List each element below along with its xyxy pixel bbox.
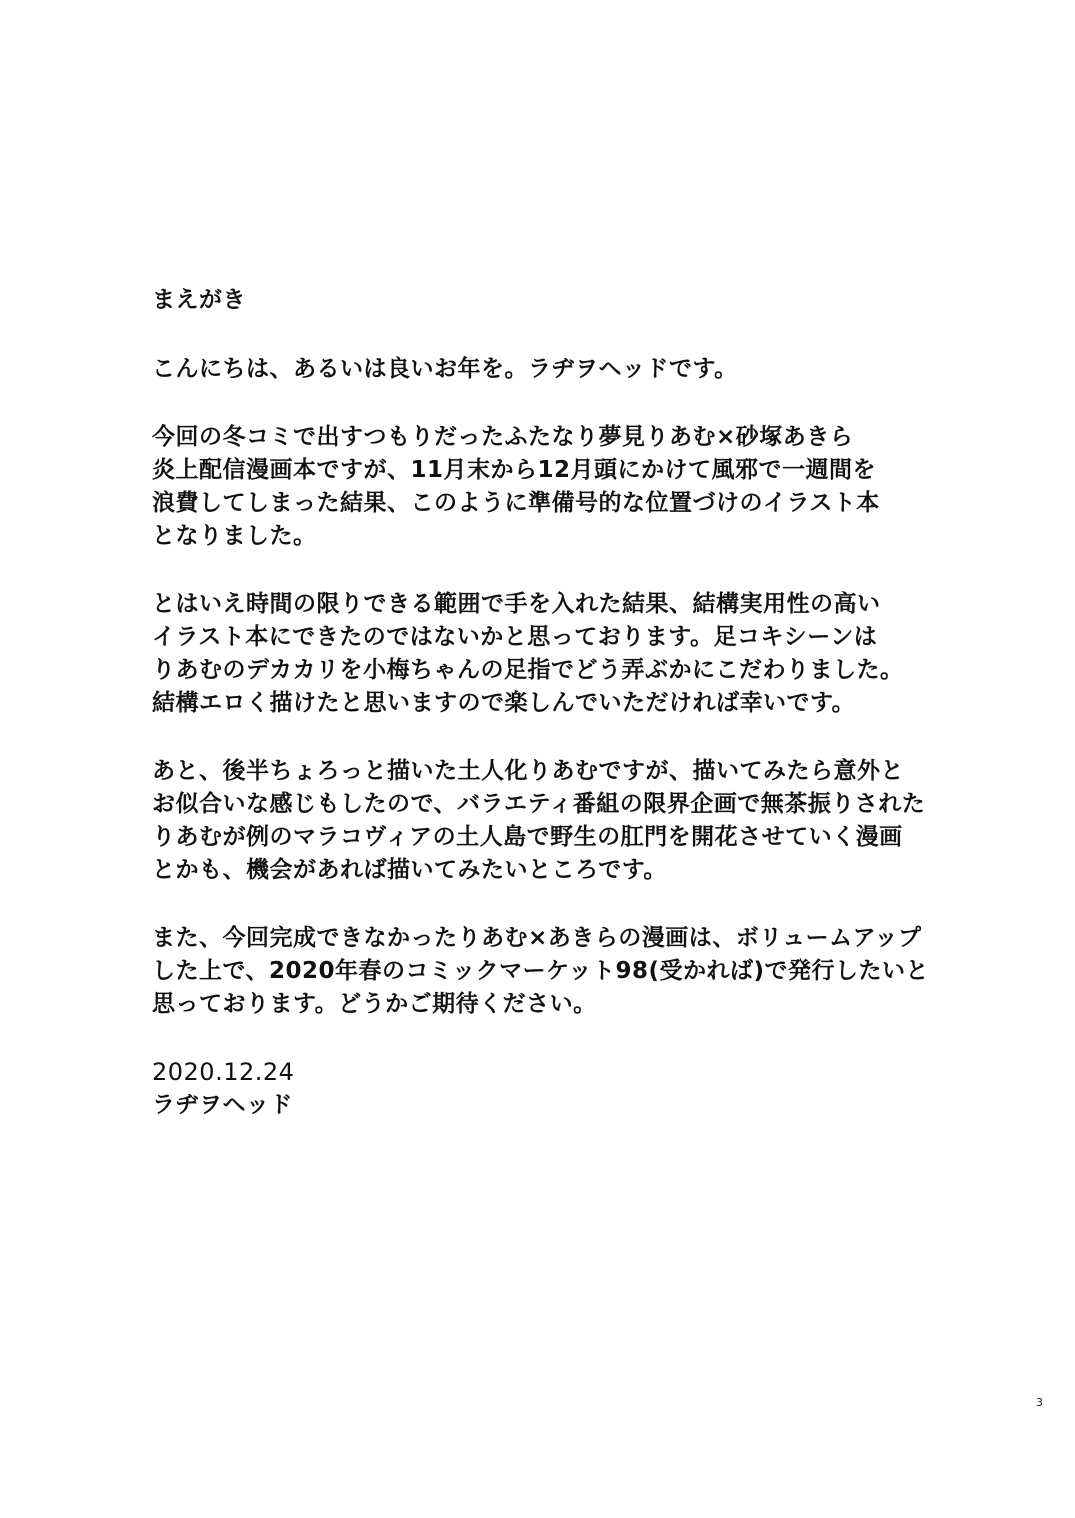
text-line: イラスト本にできたのではないかと思っております。足コキシーンは (152, 624, 878, 650)
signature-date: 2020.12.24 (152, 1058, 295, 1086)
signature-author: ラヂヲヘッド (152, 1092, 293, 1118)
text-line: りあむのデカカリを小梅ちゃんの足指でどう弄ぶかにこだわりました。 (152, 657, 904, 683)
text-line: 思っております。どうかご期待ください。 (152, 991, 597, 1017)
text-line: 浪費してしまった結果、このように準備号的な位置づけのイラスト本 (152, 490, 880, 516)
preface-body (152, 284, 992, 1122)
text-line: あと、後半ちょろっと描いた土人化りあむですが、描いてみたら意外と (152, 758, 904, 784)
text-line: りあむが例のマラコヴィアの土人島で野生の肛門を開花させていく漫画 (152, 824, 903, 850)
text-line: 炎上配信漫画本ですが、11月末から12月頭にかけて風邪で一週間を (152, 457, 877, 483)
text-line: また、今回完成できなかったりあむ×あきらの漫画は、ボリュームアップ (152, 925, 922, 951)
preface-heading: まえがき (152, 287, 246, 313)
text-line: お似合いな感じもしたので、バラエティ番組の限界企画で無茶振りされた (152, 791, 926, 817)
paragraph-future-idea (152, 755, 992, 887)
paragraph-next-release (152, 922, 992, 1021)
page-number: 3 (1036, 1396, 1043, 1409)
text-line: とはいえ時間の限りできる範囲で手を入れた結果、結構実用性の高い (152, 591, 881, 617)
text-line: とかも、機会があれば描いてみたいところです。 (152, 857, 667, 883)
text-line: 今回の冬コミで出すつもりだったふたなり夢見りあむ×砂塚あきら (152, 424, 854, 450)
signature-block (152, 1056, 992, 1122)
paragraph-content-note (152, 588, 992, 720)
paragraph-greeting (152, 353, 992, 386)
text-line: こんにちは、あるいは良いお年を。ラヂヲヘッドです。 (152, 356, 738, 382)
text-line: した上で、2020年春のコミックマーケット98(受かれば)で発行したいと (152, 958, 929, 984)
text-line: となりました。 (152, 523, 317, 549)
text-line: 結構エロく描けたと思いますので楽しんでいただければ幸いです。 (152, 690, 856, 716)
paragraph-release-note (152, 421, 992, 553)
